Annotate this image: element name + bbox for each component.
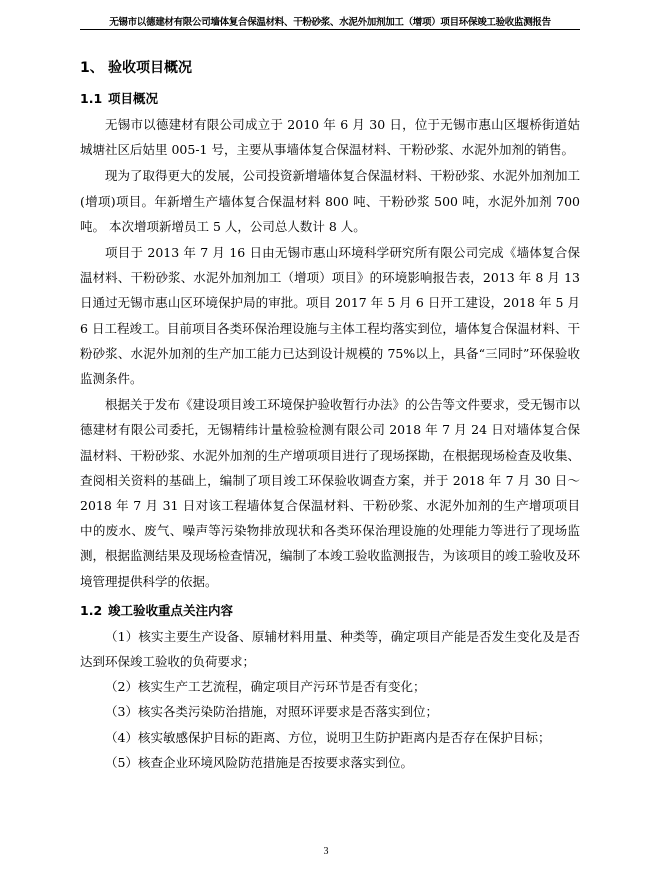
section-title: 验收项目概况: [108, 60, 192, 76]
list-item: （3）核实各类污染防治措施，对照环评要求是否落实到位；: [105, 704, 438, 720]
running-header: 无锡市以德建材有限公司墙体复合保温材料、干粉砂浆、水泥外加剂加工（增项）项目环保竣工验收监测报告: [109, 17, 551, 28]
section-number: 1、: [80, 60, 104, 76]
page-number: 3: [323, 846, 329, 857]
paragraph: 现为了取得更大的发展，公司投资新增墙体复合保温材料、干粉砂浆、水泥外加剂加工(增项)项目。年新增生产墙体复合保温材料 800 吨、干粉砂浆 500 吨，水泥外加剂 700 吨。 本次增项新增员工 5 人，公司总人数计 8 人。: [80, 168, 581, 234]
paragraph: 根据关于发布《建设项目竣工环境保护验收暂行办法》的公告等文件要求，受无锡市以德建材有限公司委托，无锡精纬计量检验检测有限公司 2018 年 7 月 24 日对墙体复合保温材料、干粉砂浆、水泥外加剂的生产增项项目进行了现场探勘，在根据现场检查及收集、查阅相关资料的基础上，编制了项目竣工环保验收调查方案，并于 2018 年 7 月 30 日～2018 年 7 月 31 日对该工程墙体复合保温材料、干粉砂浆、水泥外加剂的生产增项项目中的废水、废气、噪声等污染物排放现状和各类环保治理设施的处理能力等进行了现场监测，根据监测结果及现场检查情况，编制了本竣工验收监测报告，为该项目的竣工验收及环境管理提供科学的依据。: [80, 397, 581, 589]
paragraph: 无锡市以德建材有限公司成立于 2010 年 6 月 30 日，位于无锡市惠山区堰桥街道姑城塘社区后姑里 005-1 号，主要从事墙体复合保温材料、干粉砂浆、水泥外加剂的销售。: [80, 117, 580, 158]
subsection-heading-1-1: [80, 90, 580, 108]
section-heading-1: [80, 58, 580, 78]
header-divider: [80, 29, 580, 30]
subsection-number: 1.1: [80, 91, 103, 106]
subsection-number: 1.2: [80, 602, 103, 618]
list-item: （2）核实生产工艺流程，确定项目产污环节是否有变化；: [105, 679, 426, 695]
subsection-heading-1-2: [80, 602, 580, 620]
list-item: （5）核查企业环境风险防范措施是否按要求落实到位。: [105, 754, 413, 770]
subsection-title: 项目概况: [108, 91, 159, 106]
paragraph: 项目于 2013 年 7 月 16 日由无锡市惠山环境科学研究所有限公司完成《墙体复合保温材料、干粉砂浆、水泥外加剂加工（增项）项目》的环境影响报告表，2013 年 8 月 13 日通过无锡市惠山区环境保护局的审批。项目 2017 年 5 月 6 日开工建设，2018 年 5 月 6 日工程竣工。目前项目各类环保治理设施与主体工程均落实到位，墙体复合保温材料、干粉砂浆、水泥外加剂的生产加工能力已达到设计规模的 75%以上，具备“三同时”环保验收监测条件。: [80, 245, 580, 387]
list-item: （4）核实敏感保护目标的距离、方位，说明卫生防护距离内是否存在保护目标；: [105, 729, 551, 745]
list-item: （1）核实主要生产设备、原辅材料用量、种类等，确定项目产能是否发生变化及是否达到环保竣工验收的负荷要求；: [80, 628, 580, 670]
page-content: [80, 58, 580, 775]
subsection-title: 竣工验收重点关注内容: [108, 602, 234, 618]
